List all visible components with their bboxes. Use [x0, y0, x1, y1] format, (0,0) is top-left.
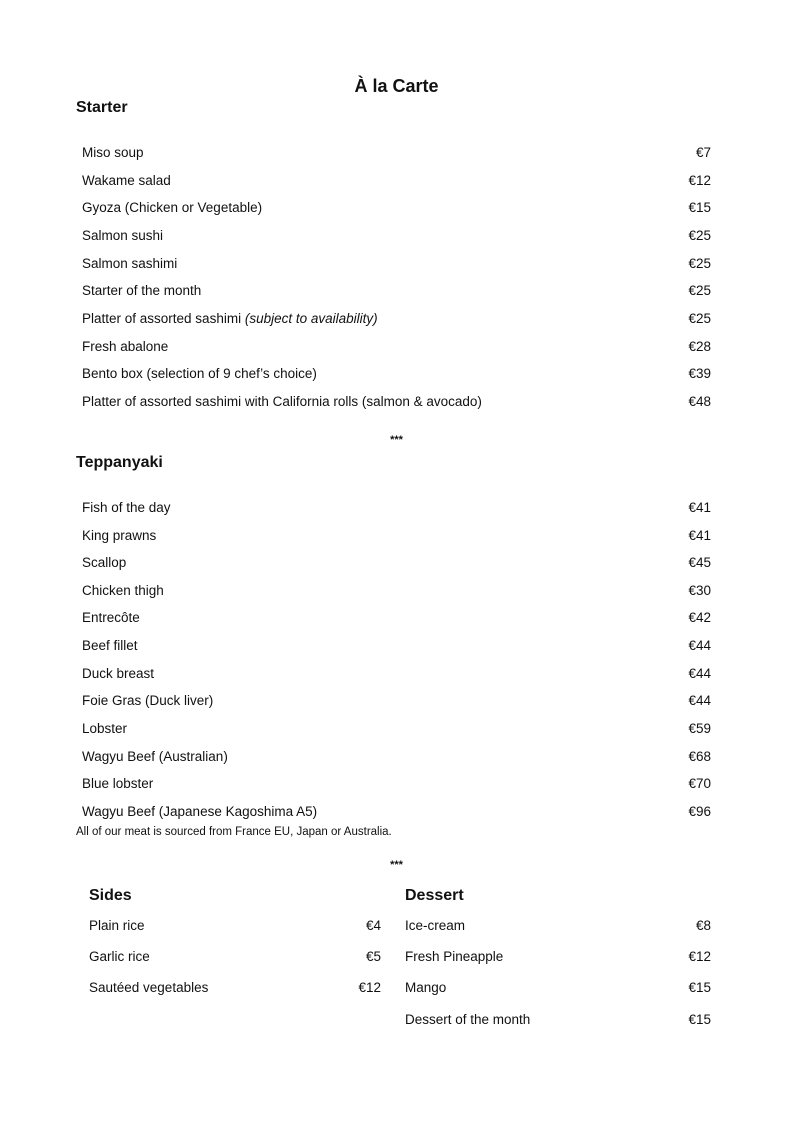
menu-item	[82, 198, 711, 218]
menu-item	[82, 719, 711, 739]
item-price: €12	[688, 949, 711, 964]
menu-item	[82, 691, 711, 711]
item-price: €45	[688, 555, 711, 570]
item-price: €44	[688, 638, 711, 653]
item-price: €68	[688, 749, 711, 764]
menu-item	[89, 947, 381, 967]
item-name: Duck breast	[82, 666, 155, 681]
item-price: €12	[688, 173, 711, 188]
item-name: Dessert of the month	[405, 1012, 531, 1027]
item-price: €12	[358, 980, 381, 995]
item-name: Plain rice	[89, 918, 145, 933]
item-price: €25	[688, 311, 711, 326]
item-name: Platter of assorted sashimi with California rolls (salmon & avocado)	[82, 394, 482, 409]
item-price: €39	[688, 366, 711, 381]
page-title: À la Carte	[354, 76, 439, 96]
item-name: Scallop	[82, 555, 127, 570]
menu-item	[82, 364, 711, 384]
item-price: €5	[365, 949, 381, 964]
menu-item	[405, 978, 711, 998]
menu-item	[82, 636, 711, 656]
item-name: Garlic rice	[89, 949, 150, 964]
item-name: Mango	[405, 980, 447, 995]
menu-item	[82, 281, 711, 301]
item-name: Miso soup	[82, 145, 144, 160]
item-price: €59	[688, 721, 711, 736]
item-price: €41	[688, 500, 711, 515]
item-availability-note: (subject to availability)	[244, 311, 378, 326]
menu-item	[82, 392, 711, 412]
item-name: Wagyu Beef (Japanese Kagoshima A5)	[82, 804, 318, 819]
item-name: Fresh Pineapple	[405, 949, 504, 964]
menu-item	[89, 916, 381, 936]
menu-item	[82, 608, 711, 628]
menu-item	[82, 143, 711, 163]
item-price: €41	[688, 528, 711, 543]
item-price: €44	[688, 693, 711, 708]
section-separator: ***	[390, 859, 403, 871]
item-price: €70	[688, 776, 711, 791]
item-name: Beef fillet	[82, 638, 138, 653]
menu-item	[82, 526, 711, 546]
menu-item	[82, 254, 711, 274]
item-price: €8	[695, 918, 711, 933]
starter-heading: Starter	[76, 99, 128, 116]
item-name: Wakame salad	[82, 173, 171, 188]
menu-item	[82, 747, 711, 767]
item-name	[82, 309, 378, 329]
item-price: €25	[688, 256, 711, 271]
menu-item	[82, 581, 711, 601]
item-name: Blue lobster	[82, 776, 154, 791]
sourcing-footnote: All of our meat is sourced from France EU, Japan or Australia.	[76, 826, 392, 838]
item-name: Sautéed vegetables	[89, 980, 209, 995]
item-name: Chicken thigh	[82, 583, 164, 598]
item-price: €44	[688, 666, 711, 681]
teppanyaki-heading: Teppanyaki	[76, 454, 163, 471]
item-price: €42	[688, 610, 711, 625]
item-name: Lobster	[82, 721, 128, 736]
item-name: Wagyu Beef (Australian)	[82, 749, 228, 764]
item-price: €48	[688, 394, 711, 409]
item-price: €15	[688, 200, 711, 215]
item-price: €96	[688, 804, 711, 819]
item-name: Fish of the day	[82, 500, 171, 515]
menu-item	[82, 774, 711, 794]
item-price: €25	[688, 228, 711, 243]
sides-heading: Sides	[89, 887, 132, 904]
item-name: Foie Gras (Duck liver)	[82, 693, 214, 708]
item-price: €25	[688, 283, 711, 298]
item-price: €4	[365, 918, 381, 933]
item-price: €7	[695, 145, 711, 160]
item-name: Salmon sashimi	[82, 256, 178, 271]
section-separator: ***	[390, 434, 403, 446]
item-price: €15	[688, 1012, 711, 1027]
item-name: Bento box (selection of 9 chef’s choice)	[82, 366, 317, 381]
item-name: King prawns	[82, 528, 157, 543]
item-price: €28	[688, 339, 711, 354]
menu-item	[405, 916, 711, 936]
menu-item	[89, 978, 381, 998]
menu-item	[82, 226, 711, 246]
item-name: Fresh abalone	[82, 339, 169, 354]
item-name: Ice-cream	[405, 918, 466, 933]
menu-item	[82, 309, 711, 329]
item-name: Starter of the month	[82, 283, 202, 298]
item-name-text: Platter of assorted sashimi	[82, 311, 245, 326]
menu-item	[82, 498, 711, 518]
menu-item	[82, 664, 711, 684]
dessert-heading: Dessert	[405, 887, 464, 904]
item-name: Salmon sushi	[82, 228, 164, 243]
item-price: €30	[688, 583, 711, 598]
menu-item	[82, 553, 711, 573]
item-name: Gyoza (Chicken or Vegetable)	[82, 200, 263, 215]
menu-item	[405, 947, 711, 967]
menu-item	[82, 337, 711, 357]
menu-item	[82, 171, 711, 191]
item-name: Entrecôte	[82, 610, 140, 625]
item-price: €15	[688, 980, 711, 995]
menu-item	[82, 802, 711, 822]
menu-item	[405, 1010, 711, 1030]
